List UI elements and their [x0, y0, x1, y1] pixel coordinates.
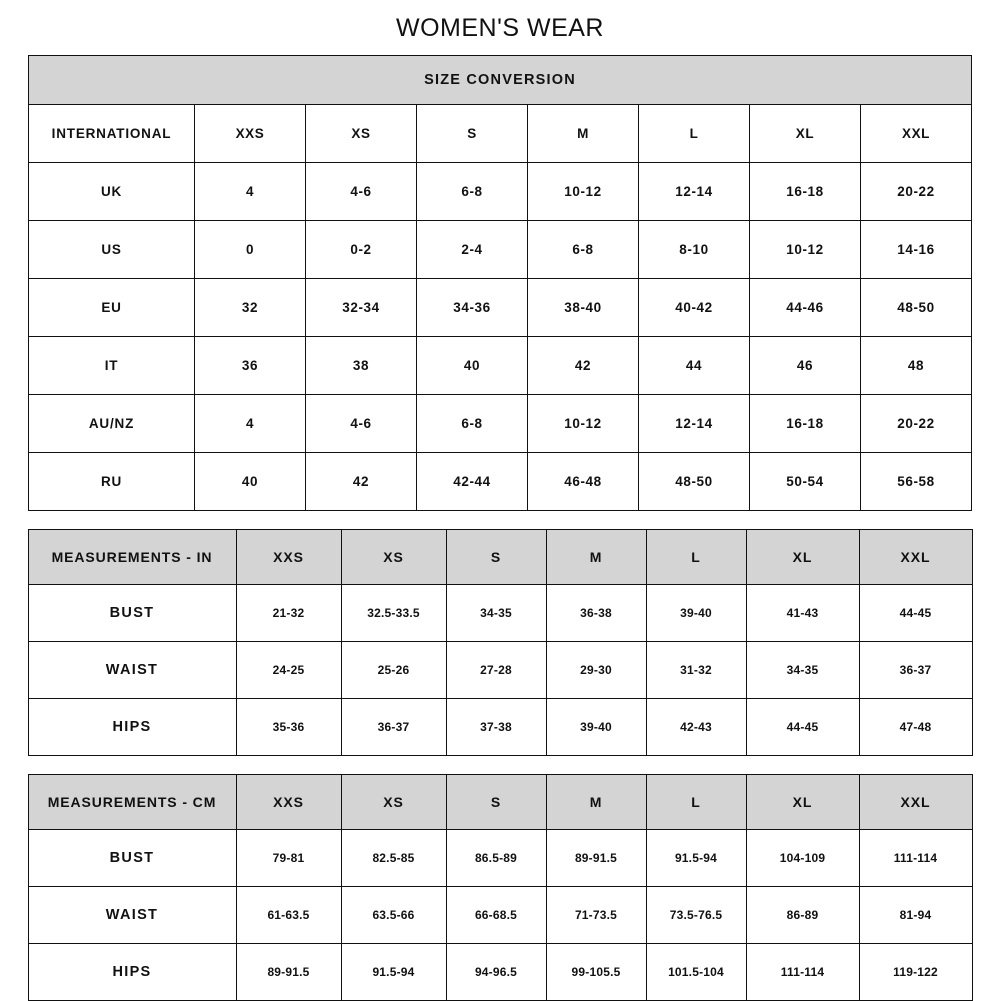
cell-us-xs: 0-2 [306, 221, 417, 279]
cell-hips-cm-xxs: 89-91.5 [236, 944, 341, 1001]
cell-eu-m: 38-40 [528, 279, 639, 337]
cell-uk-xl: 16-18 [750, 163, 861, 221]
cell-it-xxs: 36 [195, 337, 306, 395]
measurements-cm-header-s: S [446, 775, 546, 830]
cell-uk-xxl: 20-22 [861, 163, 972, 221]
cell-waist-in-m: 29-30 [546, 642, 646, 699]
table-row [29, 221, 972, 279]
cell-uk-m: 10-12 [528, 163, 639, 221]
cell-waist-cm-l: 73.5-76.5 [646, 887, 746, 944]
cell-ru-m: 46-48 [528, 453, 639, 511]
cell-waist-cm-xl: 86-89 [746, 887, 859, 944]
cell-bust-cm-xxl: 111-114 [859, 830, 972, 887]
conversion-header-xxl: XXL [861, 105, 972, 163]
cell-bust-cm-xl: 104-109 [746, 830, 859, 887]
measurements-cm-table [28, 774, 973, 1001]
cell-waist-in-xxl: 36-37 [859, 642, 972, 699]
cell-ru-xs: 42 [306, 453, 417, 511]
row-label-eu: EU [29, 279, 195, 337]
cell-waist-cm-m: 71-73.5 [546, 887, 646, 944]
measurements-cm-header-l: L [646, 775, 746, 830]
cell-aunz-xl: 16-18 [750, 395, 861, 453]
cell-waist-in-xl: 34-35 [746, 642, 859, 699]
cell-ru-s: 42-44 [417, 453, 528, 511]
cell-waist-cm-xxl: 81-94 [859, 887, 972, 944]
cell-aunz-xxs: 4 [195, 395, 306, 453]
row-label-aunz: AU/NZ [29, 395, 195, 453]
cell-hips-cm-s: 94-96.5 [446, 944, 546, 1001]
row-label-waist-cm: WAIST [28, 887, 236, 944]
cell-eu-xl: 44-46 [750, 279, 861, 337]
cell-ru-xxl: 56-58 [861, 453, 972, 511]
table-row-header [28, 530, 972, 585]
measurements-cm-header-xxs: XXS [236, 775, 341, 830]
cell-us-m: 6-8 [528, 221, 639, 279]
cell-waist-in-xs: 25-26 [341, 642, 446, 699]
table-row [28, 887, 972, 944]
cell-bust-in-s: 34-35 [446, 585, 546, 642]
conversion-header-s: S [417, 105, 528, 163]
measurements-cm-header-m: M [546, 775, 646, 830]
cell-eu-l: 40-42 [639, 279, 750, 337]
measurements-cm-header-xs: XS [341, 775, 446, 830]
size-conversion-table [28, 55, 972, 511]
cell-us-l: 8-10 [639, 221, 750, 279]
row-label-waist-in: WAIST [28, 642, 236, 699]
measurements-in-header-xl: XL [746, 530, 859, 585]
cell-uk-xs: 4-6 [306, 163, 417, 221]
cell-bust-cm-xxs: 79-81 [236, 830, 341, 887]
cell-uk-l: 12-14 [639, 163, 750, 221]
cell-waist-cm-xs: 63.5-66 [341, 887, 446, 944]
cell-hips-cm-xs: 91.5-94 [341, 944, 446, 1001]
conversion-header-international: INTERNATIONAL [29, 105, 195, 163]
measurements-in-header-l: L [646, 530, 746, 585]
cell-us-xxs: 0 [195, 221, 306, 279]
row-label-uk: UK [29, 163, 195, 221]
cell-waist-in-s: 27-28 [446, 642, 546, 699]
table-row [28, 699, 972, 756]
cell-us-s: 2-4 [417, 221, 528, 279]
table-row [29, 453, 972, 511]
measurements-in-header-xs: XS [341, 530, 446, 585]
conversion-header-m: M [528, 105, 639, 163]
cell-hips-cm-l: 101.5-104 [646, 944, 746, 1001]
size-conversion-banner: SIZE CONVERSION [29, 56, 972, 105]
cell-waist-cm-xxs: 61-63.5 [236, 887, 341, 944]
row-label-hips-in: HIPS [28, 699, 236, 756]
cell-waist-cm-s: 66-68.5 [446, 887, 546, 944]
cell-it-xxl: 48 [861, 337, 972, 395]
measurements-in-header-xxs: XXS [236, 530, 341, 585]
cell-bust-in-xs: 32.5-33.5 [341, 585, 446, 642]
cell-hips-in-xs: 36-37 [341, 699, 446, 756]
cell-hips-cm-xl: 111-114 [746, 944, 859, 1001]
measurements-in-header-s: S [446, 530, 546, 585]
cell-bust-in-m: 36-38 [546, 585, 646, 642]
cell-uk-s: 6-8 [417, 163, 528, 221]
cell-hips-in-xxl: 47-48 [859, 699, 972, 756]
table-row [28, 642, 972, 699]
table-row [29, 163, 972, 221]
cell-bust-cm-s: 86.5-89 [446, 830, 546, 887]
cell-it-l: 44 [639, 337, 750, 395]
row-label-us: US [29, 221, 195, 279]
table-row [29, 337, 972, 395]
cell-it-xl: 46 [750, 337, 861, 395]
cell-bust-in-l: 39-40 [646, 585, 746, 642]
table-row [28, 585, 972, 642]
size-conversion-banner-row [29, 56, 972, 105]
row-label-hips-cm: HIPS [28, 944, 236, 1001]
cell-hips-in-xxs: 35-36 [236, 699, 341, 756]
cell-it-s: 40 [417, 337, 528, 395]
cell-us-xl: 10-12 [750, 221, 861, 279]
cell-uk-xxs: 4 [195, 163, 306, 221]
cell-aunz-s: 6-8 [417, 395, 528, 453]
conversion-header-xl: XL [750, 105, 861, 163]
cell-aunz-xs: 4-6 [306, 395, 417, 453]
table-row [28, 830, 972, 887]
cell-hips-cm-m: 99-105.5 [546, 944, 646, 1001]
row-label-bust-cm: BUST [28, 830, 236, 887]
measurements-cm-header-xxl: XXL [859, 775, 972, 830]
cell-hips-cm-xxl: 119-122 [859, 944, 972, 1001]
table-row [29, 395, 972, 453]
cell-bust-in-xxl: 44-45 [859, 585, 972, 642]
cell-ru-xl: 50-54 [750, 453, 861, 511]
table-row-header [29, 105, 972, 163]
cell-hips-in-s: 37-38 [446, 699, 546, 756]
cell-eu-xxs: 32 [195, 279, 306, 337]
measurements-in-header-xxl: XXL [859, 530, 972, 585]
conversion-header-xs: XS [306, 105, 417, 163]
row-label-it: IT [29, 337, 195, 395]
cell-us-xxl: 14-16 [861, 221, 972, 279]
measurements-in-title: MEASUREMENTS - IN [28, 530, 236, 585]
cell-bust-cm-xs: 82.5-85 [341, 830, 446, 887]
cell-bust-in-xl: 41-43 [746, 585, 859, 642]
cell-hips-in-m: 39-40 [546, 699, 646, 756]
page-title: WOMEN'S WEAR [396, 14, 604, 42]
cell-aunz-l: 12-14 [639, 395, 750, 453]
cell-bust-cm-m: 89-91.5 [546, 830, 646, 887]
cell-waist-in-xxs: 24-25 [236, 642, 341, 699]
cell-hips-in-l: 42-43 [646, 699, 746, 756]
cell-eu-xxl: 48-50 [861, 279, 972, 337]
cell-ru-l: 48-50 [639, 453, 750, 511]
row-label-bust-in: BUST [28, 585, 236, 642]
measurements-cm-header-xl: XL [746, 775, 859, 830]
measurements-inches-table [28, 529, 973, 756]
row-label-ru: RU [29, 453, 195, 511]
cell-eu-xs: 32-34 [306, 279, 417, 337]
table-row-header [28, 775, 972, 830]
table-row [28, 944, 972, 1001]
cell-bust-cm-l: 91.5-94 [646, 830, 746, 887]
cell-waist-in-l: 31-32 [646, 642, 746, 699]
cell-eu-s: 34-36 [417, 279, 528, 337]
measurements-in-header-m: M [546, 530, 646, 585]
cell-aunz-m: 10-12 [528, 395, 639, 453]
table-row [29, 279, 972, 337]
conversion-header-l: L [639, 105, 750, 163]
conversion-header-xxs: XXS [195, 105, 306, 163]
cell-it-m: 42 [528, 337, 639, 395]
measurements-cm-title: MEASUREMENTS - CM [28, 775, 236, 830]
cell-bust-in-xxs: 21-32 [236, 585, 341, 642]
cell-it-xs: 38 [306, 337, 417, 395]
cell-hips-in-xl: 44-45 [746, 699, 859, 756]
cell-aunz-xxl: 20-22 [861, 395, 972, 453]
cell-ru-xxs: 40 [195, 453, 306, 511]
